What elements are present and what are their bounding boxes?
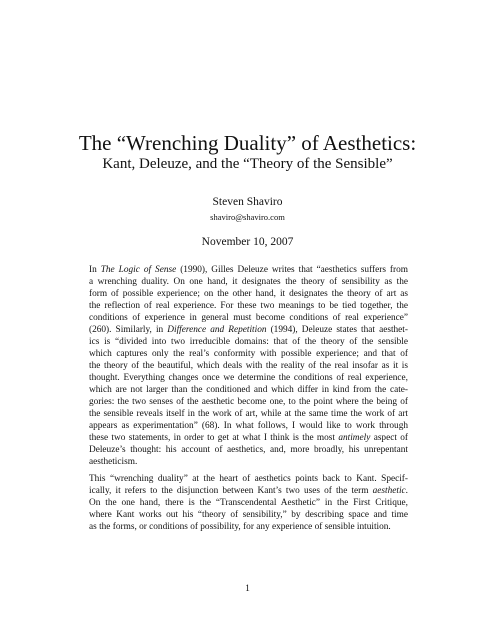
text-line bbox=[89, 456, 408, 468]
text-segment: the sensible reveals itself in the work of art, while at the same time the work of art bbox=[89, 409, 408, 419]
text-segment: as the forms, or conditions of possibility, for any experience of sensible intuition. bbox=[89, 522, 391, 532]
text-line bbox=[89, 312, 408, 324]
text-segment: appears as experimentation” (68). In what follows, I would like to work through bbox=[89, 421, 408, 431]
paper-subtitle: Kant, Deleuze, and the “Theory of the Sensible” bbox=[102, 156, 393, 172]
italic-text: antimely bbox=[338, 433, 371, 443]
text-segment: (1994), Deleuze states that aesthet- bbox=[266, 325, 408, 335]
text-line bbox=[89, 360, 408, 372]
text-segment: form of possible experience; on the other hand, it designates the theory of art as bbox=[89, 289, 408, 299]
text-line bbox=[89, 420, 408, 432]
text-line bbox=[89, 336, 408, 348]
text-segment: the theory of the beautiful, which deals with the reality of the real insofar as it is bbox=[89, 361, 408, 371]
paper-title: The “Wrenching Duality” of Aesthetics: bbox=[78, 131, 417, 155]
text-line bbox=[89, 396, 408, 408]
text-segment: In bbox=[89, 265, 101, 275]
text-segment: ically, it refers to the disjunction between Kant’s two uses of the term bbox=[89, 486, 373, 496]
text-line bbox=[89, 384, 408, 396]
text-segment: which captures only the real’s conformity with possible experience; and that of bbox=[89, 349, 408, 359]
text-segment: these two statements, in order to get at what I think is the most bbox=[89, 433, 339, 443]
text-segment: gories: the two senses of the aesthetic become one, to the point where the being of bbox=[89, 397, 408, 407]
text-segment: aspect of bbox=[370, 433, 408, 443]
text-line bbox=[89, 497, 408, 509]
text-line bbox=[89, 276, 408, 288]
text-segment: (1990), Gilles Deleuze writes that “aesthetics suffers from bbox=[176, 265, 408, 275]
text-segment: ics is “divided into two irreducible domains: that of the theory of the sensible bbox=[89, 337, 408, 347]
italic-text: aesthetic bbox=[372, 486, 406, 496]
text-line bbox=[89, 300, 408, 312]
text-line bbox=[89, 473, 408, 485]
text-line bbox=[89, 288, 408, 300]
text-segment: On the one hand, there is the “Transcendental Aesthetic” in the First Critique, bbox=[89, 498, 408, 508]
text-segment: thought. Everything changes once we determine the conditions of real experience, bbox=[89, 373, 408, 383]
text-segment: (260). Similarly, in bbox=[89, 325, 168, 335]
body-text bbox=[89, 264, 408, 533]
text-line bbox=[89, 348, 408, 360]
text-line bbox=[89, 264, 408, 276]
author-email: shaviro@shaviro.com bbox=[210, 212, 285, 222]
text-segment: where Kant works out his “theory of sensibility,” by describing space and time bbox=[89, 510, 408, 520]
text-segment: This “wrenching duality” at the heart of aesthetics points back to Kant. Specif- bbox=[89, 474, 408, 484]
text-segment: aestheticism. bbox=[89, 457, 138, 467]
paragraph bbox=[89, 473, 408, 533]
text-line bbox=[89, 432, 408, 444]
author-name: Steven Shaviro bbox=[212, 196, 283, 208]
text-line bbox=[89, 444, 408, 456]
paragraph bbox=[89, 264, 408, 468]
page-number: 1 bbox=[245, 584, 250, 594]
italic-text: The Logic of Sense bbox=[100, 265, 177, 275]
italic-text: Difference and Repetition bbox=[167, 325, 267, 335]
text-line bbox=[89, 509, 408, 521]
paper-date: November 10, 2007 bbox=[201, 236, 294, 248]
text-segment: a wrenching duality. On one hand, it designates the theory of sensibility as the bbox=[89, 277, 408, 287]
text-line bbox=[89, 521, 408, 533]
text-segment: . bbox=[405, 486, 408, 496]
text-line bbox=[89, 485, 408, 497]
text-line bbox=[89, 372, 408, 384]
text-segment: which are not larger than the conditioned and which differ in kind from the cate- bbox=[89, 385, 408, 395]
text-line bbox=[89, 324, 408, 336]
text-line bbox=[89, 408, 408, 420]
text-segment: Deleuze’s thought: his account of aesthetics, and, more broadly, his unrepentant bbox=[89, 445, 408, 455]
text-segment: conditions of experience in general must become conditions of real experience” bbox=[89, 313, 408, 323]
text-segment: the reflection of real experience. For these two meanings to be tied together, the bbox=[89, 301, 408, 311]
